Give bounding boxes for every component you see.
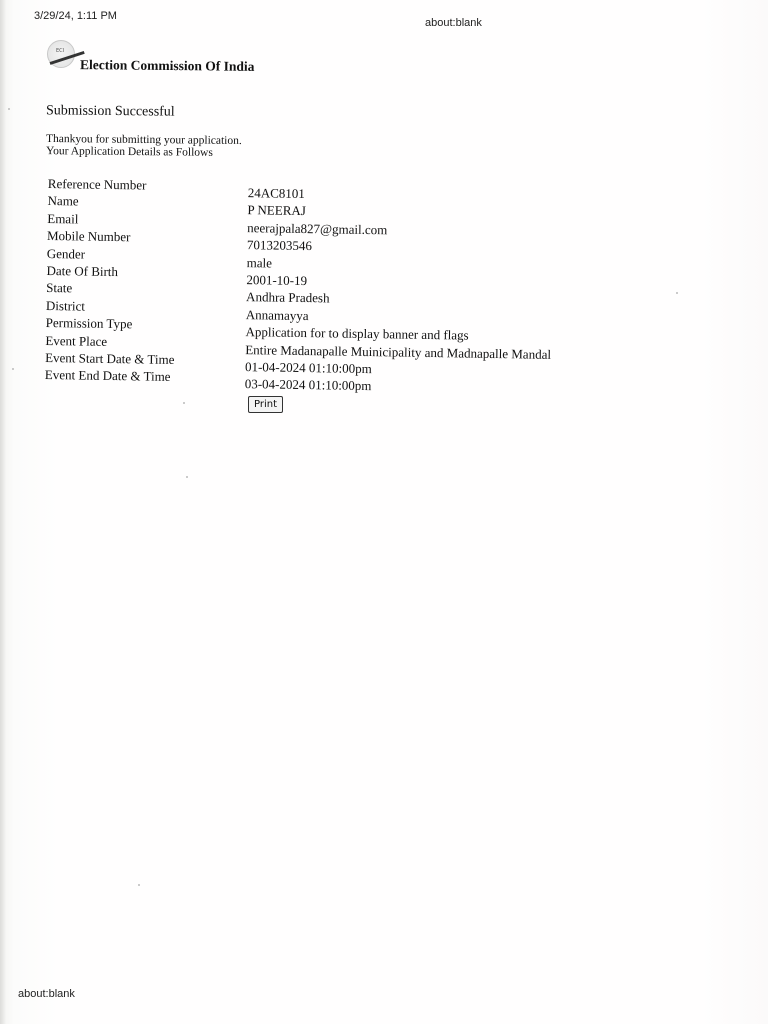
detail-value: neerajpala827@gmail.com bbox=[247, 219, 388, 238]
scan-speck bbox=[186, 476, 188, 478]
detail-label: Event Start Date & Time bbox=[45, 349, 175, 367]
detail-value: 03-04-2024 01:10:00pm bbox=[244, 376, 372, 394]
detail-label: Permission Type bbox=[45, 315, 133, 332]
detail-label: Event Place bbox=[45, 332, 108, 349]
eci-logo-text: ECI bbox=[56, 48, 65, 54]
print-footer-url: about:blank bbox=[18, 988, 75, 1000]
detail-value: male bbox=[246, 254, 273, 271]
detail-label: Name bbox=[47, 193, 79, 209]
print-button[interactable]: Print bbox=[248, 396, 283, 413]
detail-value: 24AC8101 bbox=[247, 185, 305, 202]
detail-label: Event End Date & Time bbox=[44, 367, 171, 385]
scan-edge-shadow bbox=[0, 0, 6, 1024]
submission-status-heading: Submission Successful bbox=[45, 103, 175, 120]
detail-value: 01-04-2024 01:10:00pm bbox=[244, 359, 372, 377]
detail-label: Mobile Number bbox=[46, 228, 131, 245]
print-header-datetime: 3/29/24, 1:11 PM bbox=[34, 10, 117, 22]
detail-label: Reference Number bbox=[47, 176, 147, 193]
print-header-url: about:blank bbox=[425, 17, 482, 29]
scan-speck bbox=[676, 292, 678, 294]
application-details bbox=[45, 176, 608, 393]
detail-value: P NEERAJ bbox=[247, 202, 306, 219]
detail-label: Email bbox=[47, 210, 79, 227]
scan-speck bbox=[8, 108, 10, 110]
scan-speck bbox=[12, 368, 14, 370]
intro-line-details: Your Application Details as Follows bbox=[45, 145, 213, 159]
detail-value: Annamayya bbox=[245, 306, 309, 323]
detail-value: Andhra Pradesh bbox=[246, 289, 330, 306]
detail-value: Entire Madanapalle Muinicipality and Madnapalle Mandal bbox=[245, 341, 552, 362]
site-title: Election Commission Of India bbox=[79, 57, 255, 74]
detail-label: State bbox=[46, 280, 73, 296]
scan-speck bbox=[138, 884, 140, 886]
detail-value: Application for to display banner and flags bbox=[245, 324, 469, 343]
detail-label: Gender bbox=[46, 245, 86, 262]
scan-speck bbox=[183, 402, 185, 404]
detail-value: 7013203546 bbox=[246, 237, 313, 254]
intro-line-thanks: Thankyou for submitting your application. bbox=[45, 132, 242, 148]
detail-label: District bbox=[45, 297, 86, 314]
detail-label: Date Of Birth bbox=[46, 262, 119, 280]
detail-value: 2001-10-19 bbox=[246, 272, 308, 289]
